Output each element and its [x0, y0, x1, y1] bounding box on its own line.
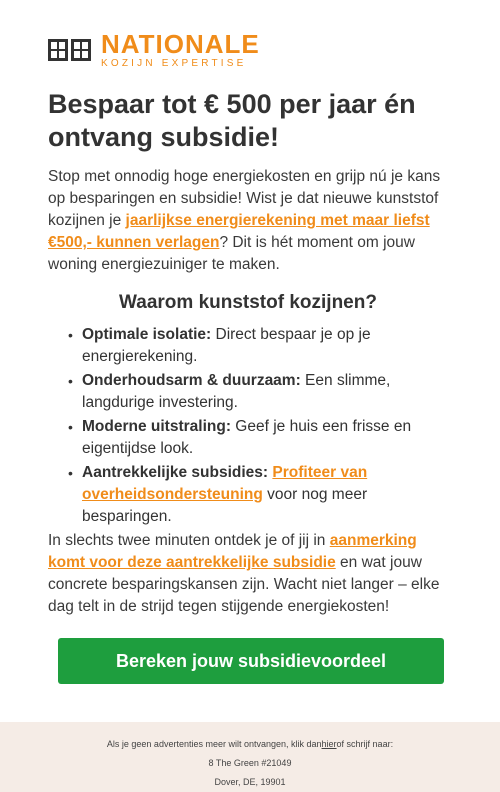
list-item: • Aantrekkelijke subsidies: Profiteer van overheidsondersteuning voor nog meer besparingen.: [68, 462, 448, 528]
address-line-1: 8 The Green #21049: [208, 758, 292, 768]
subsidy-support-link[interactable]: Profiteer van overheidsondersteuning: [82, 464, 368, 503]
logo-subtitle: KOZIJN EXPERTISE: [101, 58, 247, 69]
why-title: Waarom kunststof kozijnen?: [119, 292, 377, 313]
brand-logo: [48, 28, 448, 72]
list-item: • Optimale isolatie: Direct bespaar je op je energierekening.: [68, 324, 448, 368]
benefits-list: [48, 324, 448, 528]
intro-savings-link[interactable]: jaarlijkse energierekening met maar liefst €500,- kunnen verlagen: [48, 212, 430, 251]
window-frame-icon: [48, 39, 91, 61]
eligibility-link[interactable]: aanmerking komt voor deze aantrekkelijke subsidie: [48, 532, 417, 571]
intro-paragraph: Stop met onnodig hoge energiekosten en grijp nú je kans op besparingen en subsidie! Wist je dat nieuwe kunststof kozijnen je jaarlijkse energierekening met maar liefst €500,- kunnen verlagen? Dit is hét moment om jouw woning energiezuiniger te maken.: [48, 168, 441, 273]
address-line-2: Dover, DE, 19901: [214, 777, 286, 787]
list-item: • Onderhoudsarm & duurzaam: Een slimme, langdurige investering.: [68, 370, 448, 414]
calculate-subsidy-button[interactable]: Bereken jouw subsidievoordeel: [58, 638, 444, 684]
unsubscribe-line: Als je geen advertenties meer wilt ontvangen, klik danhierof schrijf naar:: [106, 739, 394, 749]
closing-paragraph: In slechts twee minuten ontdek je of jij in aanmerking komt voor deze aantrekkelijke subsidie en wat jouw concrete besparingskansen zijn. Wacht niet langer – elke dag telt in de strijd tegen stijgende energiekosten!: [48, 532, 440, 615]
footer: [0, 722, 500, 792]
logo-name: NATIONALE: [101, 29, 260, 59]
unsubscribe-link[interactable]: hier: [321, 739, 337, 749]
headline: Bespaar tot € 500 per jaar én ontvang subsidie!: [48, 89, 416, 152]
list-item: • Moderne uitstraling: Geef je huis een frisse en eigentijdse look.: [68, 416, 448, 460]
